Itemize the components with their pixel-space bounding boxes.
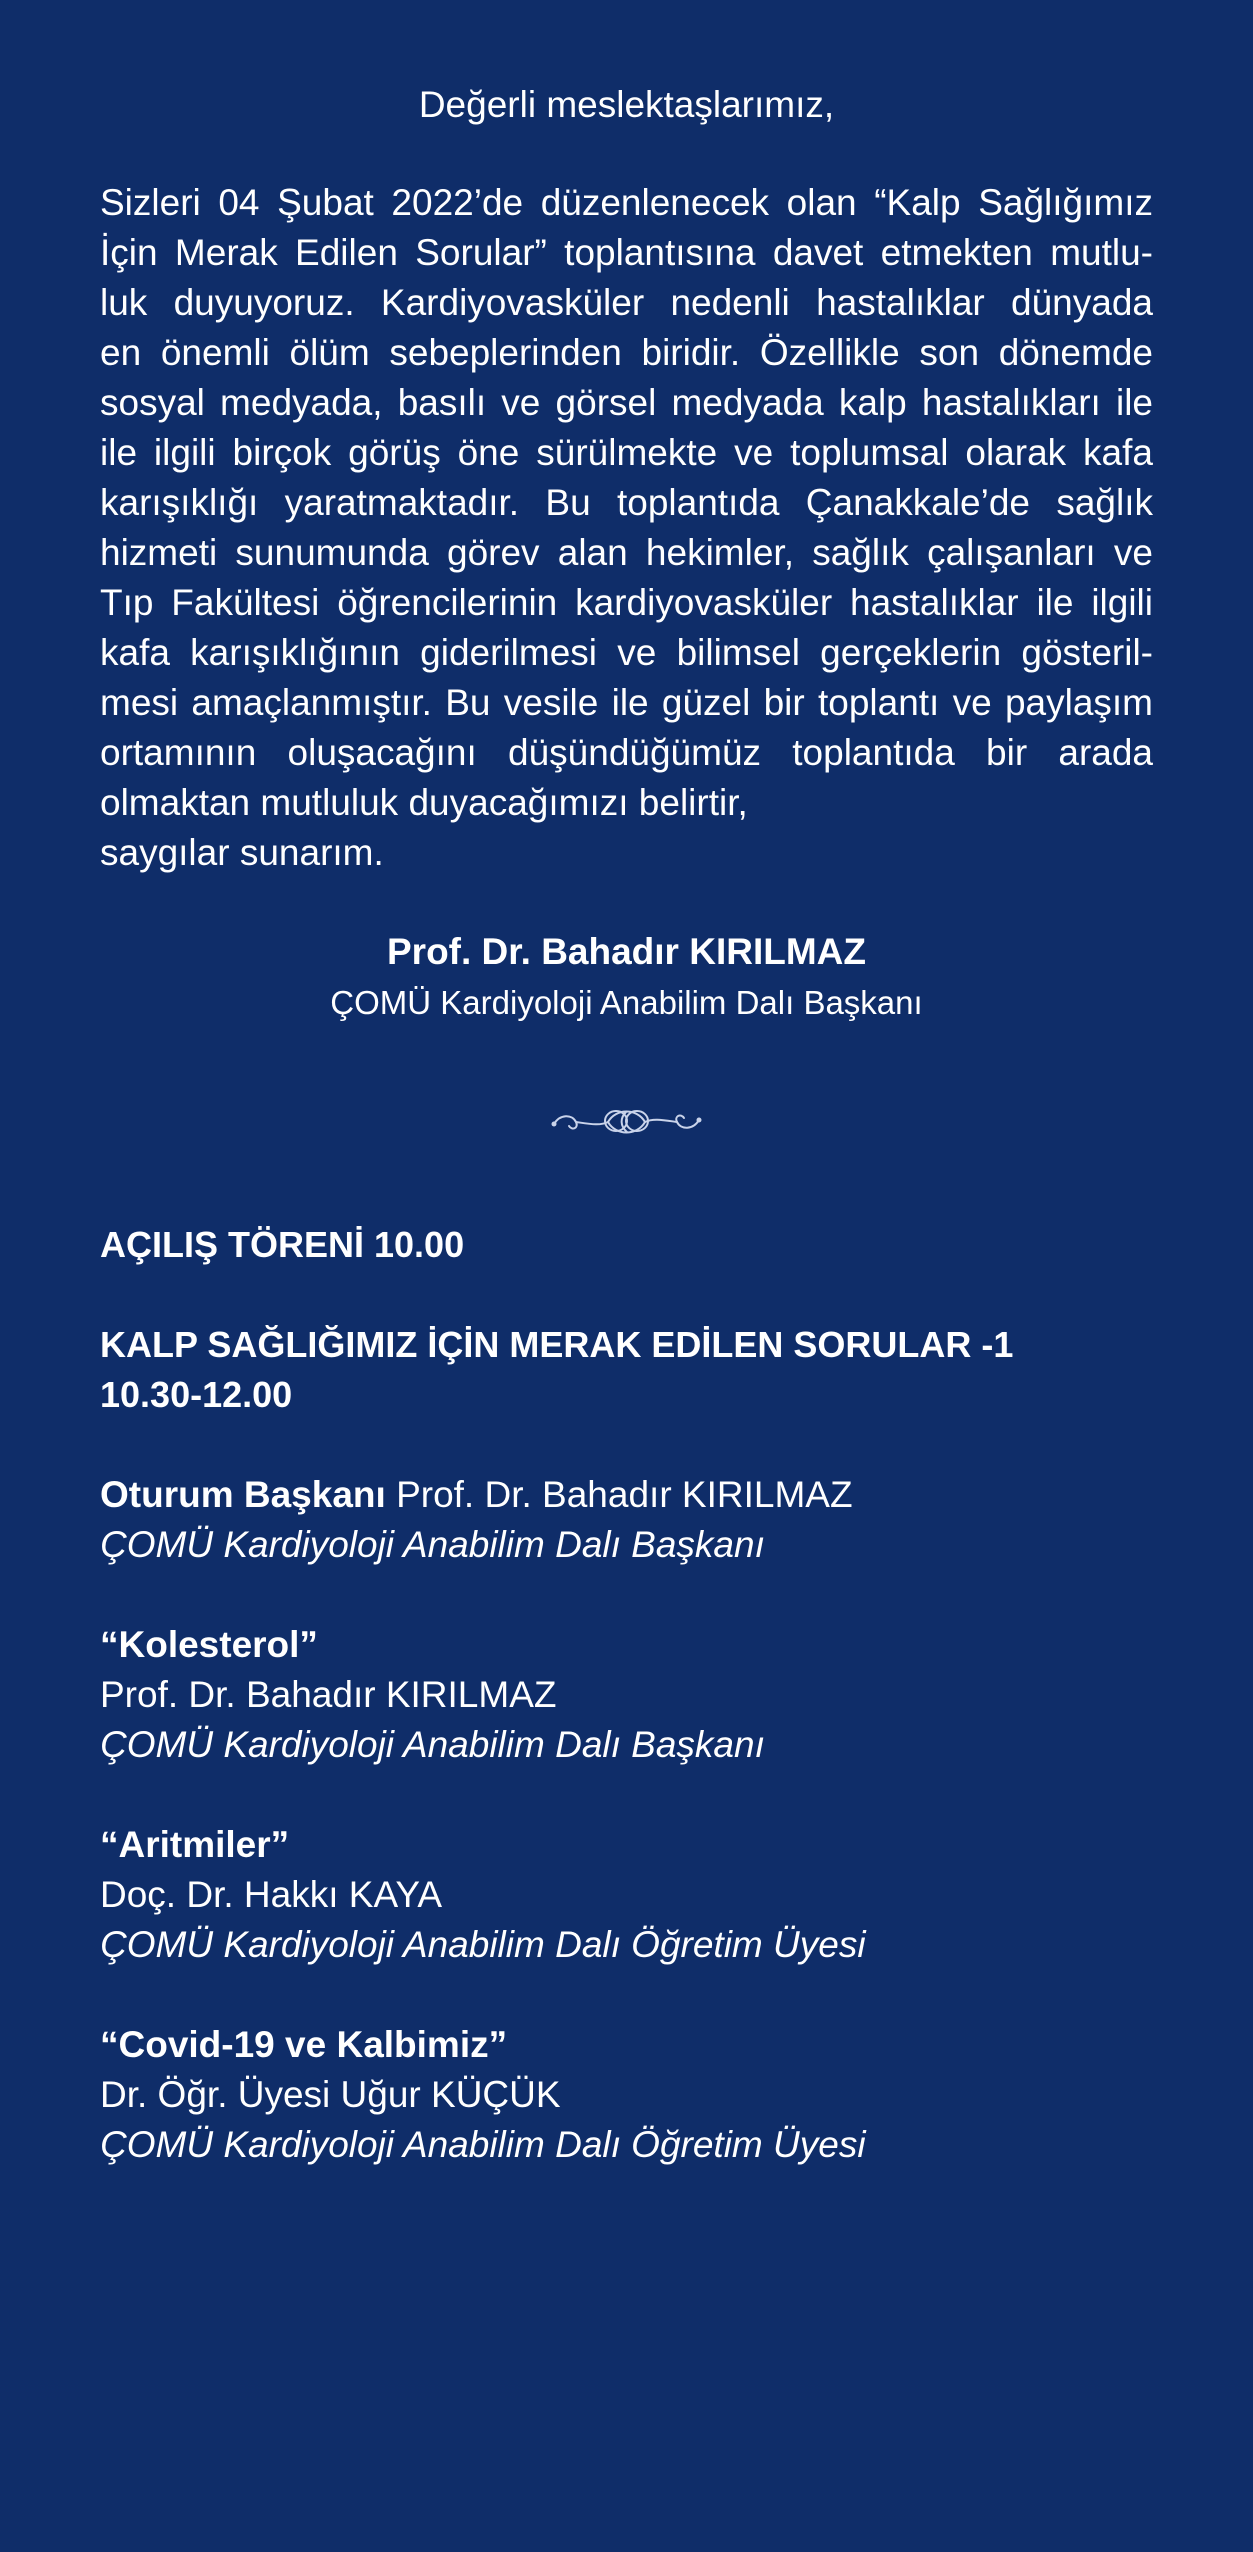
letter-line: Sizleri 04 Şubat 2022’de düzenlenecek olan “Kalp Sağlığımız bbox=[100, 182, 1153, 223]
letter-line: hizmeti sunumunda görev alan hekimler, sağlık çalışanları ve bbox=[100, 532, 1153, 573]
program-schedule bbox=[100, 1220, 1153, 2170]
letter-line: en önemli ölüm sebeplerinden biridir. Özellikle son dönemde bbox=[100, 332, 1153, 373]
talk-title: “Aritmiler” bbox=[100, 1824, 290, 1865]
talk-item bbox=[100, 2020, 1153, 2170]
letter-signature bbox=[0, 925, 1253, 1027]
signature-title: ÇOMÜ Kardiyoloji Anabilim Dalı Başkanı bbox=[330, 984, 923, 1021]
chair-label: Oturum Başkanı bbox=[100, 1474, 386, 1515]
letter-line: ile ilgili birçok görüş öne sürülmekte ve toplumsal olarak kafa bbox=[100, 432, 1153, 473]
session-title: KALP SAĞLIĞIMIZ İÇİN MERAK EDİLEN SORULAR -1 bbox=[100, 1324, 1014, 1365]
session-time: 10.30-12.00 bbox=[100, 1374, 293, 1415]
talk-item bbox=[100, 1820, 1153, 1970]
letter-line: karışıklığı yaratmaktadır. Bu toplantıda Çanakkale’de sağlık bbox=[100, 482, 1153, 523]
letter-closing: saygılar sunarım. bbox=[100, 832, 384, 873]
signature-name: Prof. Dr. Bahadır KIRILMAZ bbox=[387, 931, 866, 972]
talk-item bbox=[100, 1620, 1153, 1770]
letter-line: Tıp Fakültesi öğrencilerinin kardiyovasküler hastalıklar ile ilgili bbox=[100, 582, 1153, 623]
talk-speaker: Doç. Dr. Hakkı KAYA bbox=[100, 1874, 442, 1915]
talk-affiliation: ÇOMÜ Kardiyoloji Anabilim Dalı Öğretim Üyesi bbox=[100, 1924, 866, 1965]
letter-line: kafa karışıklığının giderilmesi ve bilimsel gerçeklerin gösteril- bbox=[100, 632, 1153, 673]
flourish-ornament-icon bbox=[550, 1100, 703, 1144]
letter-body bbox=[100, 178, 1153, 878]
talk-affiliation: ÇOMÜ Kardiyoloji Anabilim Dalı Öğretim Üyesi bbox=[100, 2124, 866, 2165]
talk-speaker: Dr. Öğr. Üyesi Uğur KÜÇÜK bbox=[100, 2074, 561, 2115]
talk-title: “Kolesterol” bbox=[100, 1624, 318, 1665]
talk-affiliation: ÇOMÜ Kardiyoloji Anabilim Dalı Başkanı bbox=[100, 1724, 765, 1765]
session-chair bbox=[100, 1470, 1153, 1520]
opening-ceremony: AÇILIŞ TÖRENİ 10.00 bbox=[100, 1224, 465, 1265]
letter-line: İçin Merak Edilen Sorular” toplantısına davet etmekten mutlu- bbox=[100, 232, 1153, 273]
letter-line: mesi amaçlanmıştır. Bu vesile ile güzel bir toplantı ve paylaşım bbox=[100, 682, 1153, 723]
letter-line: olmaktan mutluluk duyacağımızı belirtir, bbox=[100, 782, 748, 823]
talk-speaker: Prof. Dr. Bahadır KIRILMAZ bbox=[100, 1674, 557, 1715]
chair-affiliation: ÇOMÜ Kardiyoloji Anabilim Dalı Başkanı bbox=[100, 1524, 765, 1565]
letter-line: luk duyuyoruz. Kardiyovasküler nedenli hastalıklar dünyada bbox=[100, 282, 1153, 323]
letter-greeting: Değerli meslektaşlarımız, bbox=[418, 84, 835, 125]
chair-name: Prof. Dr. Bahadır KIRILMAZ bbox=[385, 1474, 853, 1515]
letter-line: sosyal medyada, basılı ve görsel medyada kalp hastalıkları ile bbox=[100, 382, 1153, 423]
letter-line: ortamının oluşacağını düşündüğümüz toplantıda bir arada bbox=[100, 732, 1153, 773]
talk-title: “Covid-19 ve Kalbimiz” bbox=[100, 2024, 508, 2065]
